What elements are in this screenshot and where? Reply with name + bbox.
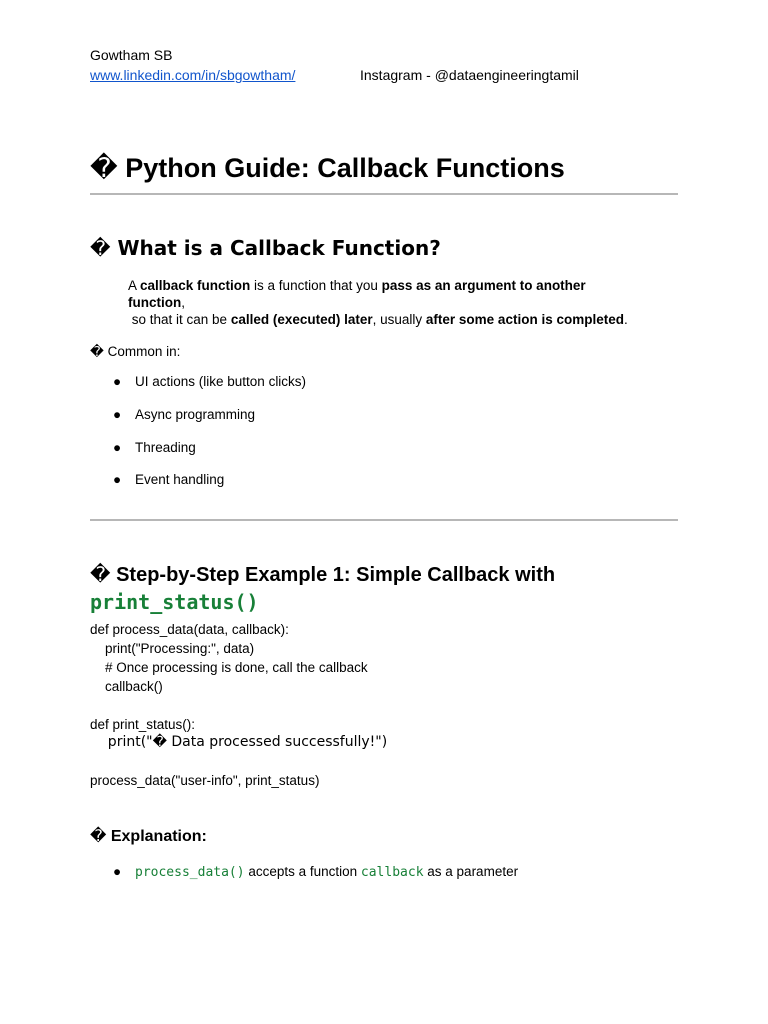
section-heading-code: print_status() (90, 590, 259, 614)
definition-line-1 (128, 277, 586, 294)
linkedin-link[interactable]: www.linkedin.com/in/sbgowtham/ (90, 67, 296, 83)
para-bold: pass as an argument to another (381, 278, 586, 293)
para-bold: called (executed) later (230, 312, 373, 327)
bullet-icon: ● (113, 407, 122, 422)
section-heading-text: What is a Callback Function? (117, 236, 441, 260)
section-divider (90, 519, 678, 521)
instagram-handle: Instagram - @dataengineeringtamil (360, 67, 579, 83)
list-item-text (135, 863, 518, 881)
para-bold: function (128, 295, 182, 310)
section-heading-text: Step-by-Step Example 1: Simple Callback with (116, 564, 556, 586)
bullet-icon: ● (113, 440, 122, 455)
bullet-icon: ● (113, 472, 122, 487)
page-title (90, 152, 565, 184)
list-item-text: UI actions (like button clicks) (135, 374, 307, 389)
section-heading-example-1 (90, 562, 555, 588)
code-line: callback() (90, 679, 163, 694)
explanation-label: Explanation: (110, 828, 207, 845)
common-in-label (90, 343, 180, 360)
para-bold: callback function (140, 278, 251, 293)
author-name: Gowtham SB (90, 47, 173, 63)
para-text: , usually (372, 312, 426, 327)
common-label-text: Common in: (107, 344, 181, 359)
bullet-icon: ● (113, 374, 122, 389)
code-line: process_data("user-info", print_status) (90, 773, 320, 788)
para-text: is a function that you (250, 278, 382, 293)
code-line: # Once processing is done, call the callback (90, 660, 368, 675)
code-line: def process_data(data, callback): (90, 622, 289, 637)
explanation-heading (90, 827, 207, 847)
definition-line-2 (128, 294, 185, 311)
para-text: . (623, 312, 628, 327)
inline-code: callback (360, 865, 424, 880)
list-item-text: Async programming (135, 407, 256, 422)
section-heading-what-is (90, 235, 441, 261)
list-item-text: accepts a function (244, 864, 361, 879)
para-text: , (181, 295, 186, 310)
bullet-icon: ● (113, 864, 122, 879)
section-icon: � (90, 564, 111, 586)
list-item-text: Threading (135, 440, 196, 455)
common-icon: � (90, 344, 104, 359)
title-divider (90, 193, 678, 195)
explanation-icon: � (90, 828, 107, 845)
section-icon: � (90, 236, 111, 260)
code-line: print("� Data processed successfully!") (90, 734, 388, 750)
inline-code: process_data() (135, 865, 245, 880)
para-text: A (128, 278, 141, 293)
title-text: Python Guide: Callback Functions (125, 153, 565, 183)
code-line: print("Processing:", data) (90, 641, 255, 656)
title-icon: � (90, 153, 118, 183)
list-item-text: Event handling (135, 472, 225, 487)
para-text: so that it can be (128, 312, 231, 327)
code-line: def print_status(): (90, 717, 196, 732)
list-item-text: as a parameter (423, 864, 519, 879)
para-bold: after some action is completed (425, 312, 624, 327)
definition-line-3 (128, 311, 628, 328)
